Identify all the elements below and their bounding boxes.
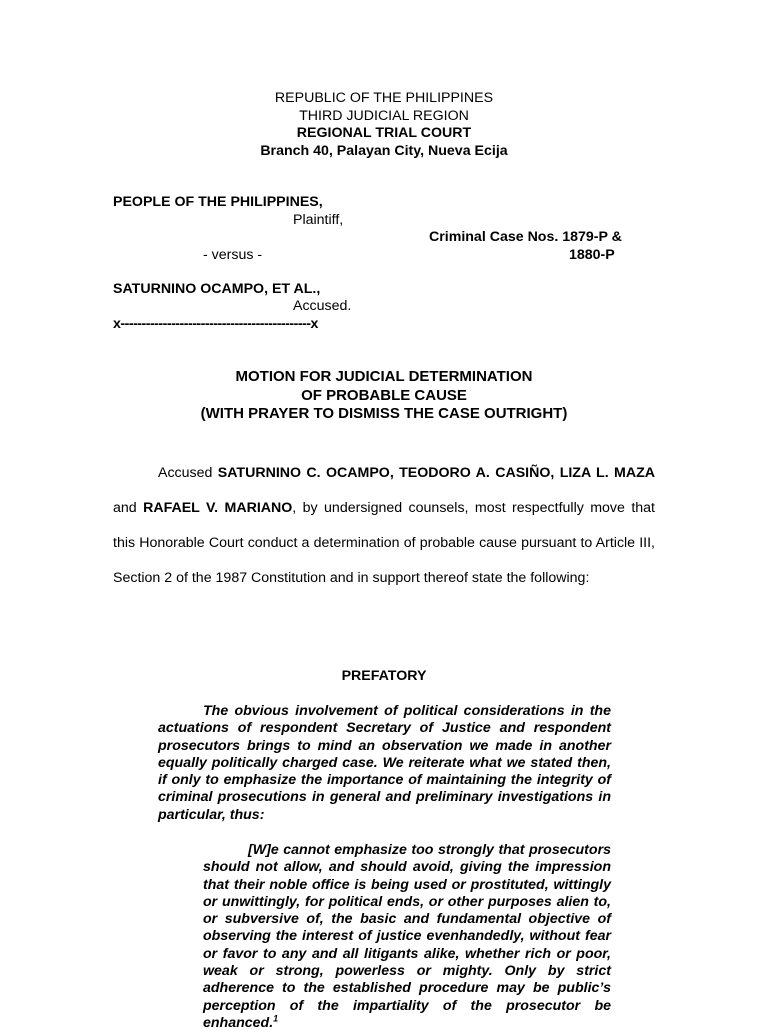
title-line2: OF PROBABLE CAUSE — [301, 386, 467, 404]
plaintiff-name: PEOPLE OF THE PHILIPPINES, — [113, 194, 323, 210]
caption-separator: x---------------------------------------------x — [113, 316, 318, 332]
motion-title — [0, 368, 768, 424]
quote2-text: [W]e cannot emphasize too strongly that prosecutors should not allow, and should avoid, giving the impression that their noble office is being used or prostituted, wittingly or unwittingly, for political ends, or other purposes alien to, or subversive of, the basic and fundamental objective of observing the interest of justice evenhandedly, without fear or favor to any and all litigants alike, whether rich or poor, weak or strong, powerless or mighty. Only by strict adherence to the established procedure may be public’s perception of the impartiality of the prosecutor be enhanced. — [203, 842, 611, 1031]
accused-names-2: RAFAEL V. MARIANO — [143, 500, 293, 516]
opening-paragraph — [113, 456, 655, 596]
header-region: THIRD JUDICIAL REGION — [299, 107, 469, 124]
title-line1: MOTION FOR JUDICIAL DETERMINATION — [235, 368, 533, 385]
title-line3: (WITH PRAYER TO DISMISS THE CASE OUTRIGHT) — [200, 405, 568, 422]
accused-lead: Accused — [158, 465, 218, 481]
block-quote-1 — [158, 703, 611, 824]
header-republic: REPUBLIC OF THE PHILIPPINES — [274, 90, 494, 106]
footnote-reference[interactable]: 1 — [273, 1013, 279, 1024]
accused-name: SATURNINO OCAMPO, ET AL., — [113, 281, 321, 297]
court-header — [0, 90, 768, 160]
versus-label: - versus - — [203, 247, 263, 263]
block-quote-2 — [203, 842, 611, 1032]
quote1-text: The obvious involvement of political considerations in the actuations of respondent Secretary of Justice and respondent prosecutors brings to mind an observation we made in another equally politically charged case. We reiterate what we stated then, if only to emphasize the importance of maintaining the integrity of criminal prosecutions in general and preliminary investigations in particular, thus: — [158, 703, 611, 823]
section-heading-prefatory: PREFATORY — [341, 668, 427, 684]
accused-names-1: SATURNINO C. OCAMPO, TEODORO A. CASIÑO, LIZA L. MAZA — [217, 465, 656, 481]
header-branch: Branch 40, Palayan City, Nueva Ecija — [260, 142, 508, 159]
paragraph-rest: , by undersigned counsels, most respectfully move that this Honorable Court conduct a determination of probable cause pursuant to Article III, Section 2 of the 1987 Constitution and in support thereof state the following: — [113, 500, 655, 586]
accused-role: Accused. — [293, 298, 352, 314]
plaintiff-role: Plaintiff, — [293, 212, 344, 228]
header-court: REGIONAL TRIAL COURT — [296, 125, 472, 141]
case-number-line2: 1880-P — [569, 247, 615, 263]
case-number-line1: Criminal Case Nos. 1879-P & — [429, 229, 622, 245]
and-text: and — [113, 500, 144, 516]
